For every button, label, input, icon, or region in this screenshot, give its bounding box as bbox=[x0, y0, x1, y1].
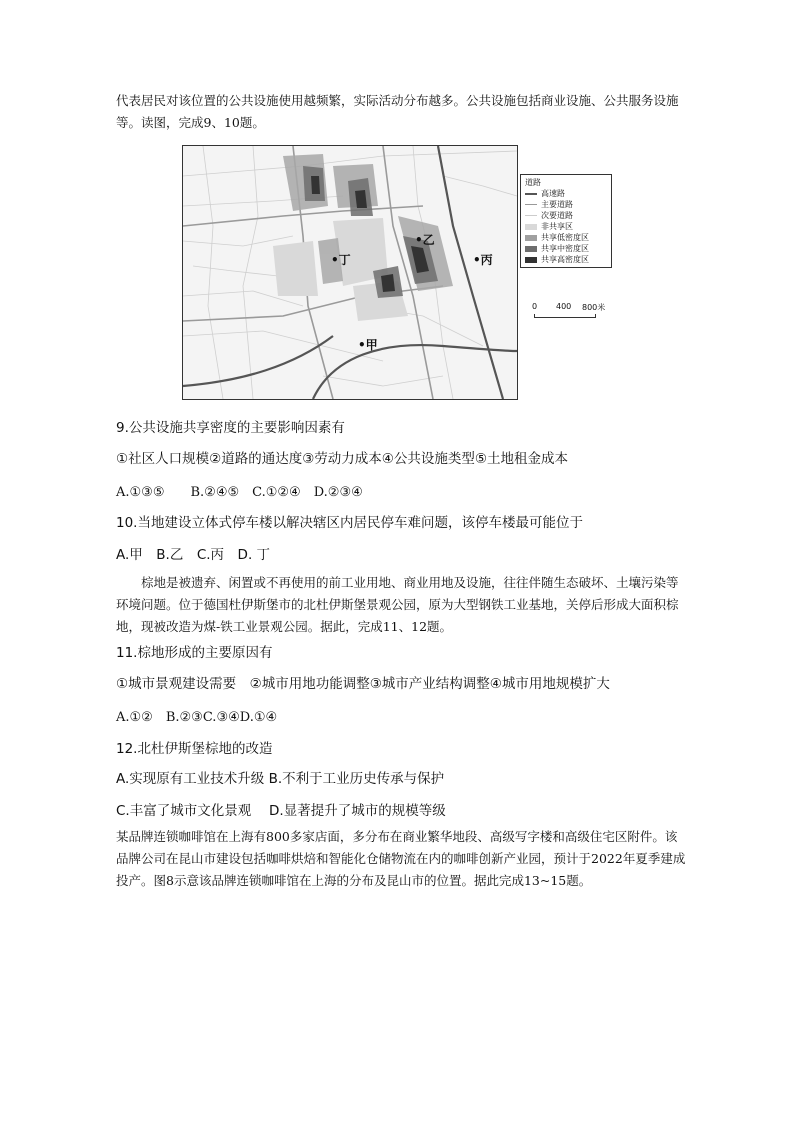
scale-line bbox=[534, 314, 596, 318]
legend-label: 共享高密度区 bbox=[541, 255, 589, 264]
question-9-options: ①社区人口规模②道路的通达度③劳动力成本④公共设施类型⑤土地租金成本 bbox=[116, 451, 569, 467]
scale-tick-800: 800米 bbox=[582, 303, 606, 312]
question-12-choices-cd: C.丰富了城市文化景观 D.显著提升了城市的规模等级 bbox=[116, 803, 446, 819]
legend-item-low bbox=[525, 232, 607, 243]
question-12-choices-ab: A.实现原有工业技术升级 B.不利于工业历史传承与保护 bbox=[116, 771, 445, 787]
brownfield-paragraph: 棕地是被遗弃、闲置或不再使用的前工业用地、商业用地及设施，往往伴随生态破坏、土壤污染等环境问题。位于德国杜伊斯堡市的北杜伊斯堡景观公园，原为大型钢铁工业基地，关停后形成大面积棕地，现被改造为煤-铁工业景观公园。据此，完成11、12题。 bbox=[116, 575, 679, 634]
label-bing: •丙 bbox=[473, 253, 493, 267]
intro-paragraph: 代表居民对该位置的公共设施使用越频繁，实际活动分布越多。公共设施包括商业设施、公共服务设施等。读图，完成9、10题。 bbox=[116, 93, 679, 130]
legend-line-minor bbox=[525, 215, 537, 216]
coffee-paragraph: 某品牌连锁咖啡馆在上海有800多家店面，多分布在商业繁华地段、高级写字楼和高级住宅区附件。该品牌公司在昆山市建设包括咖啡烘焙和智能化仓储物流在内的咖啡创新产业园，预计于2022年夏季建成投产。图8示意该品牌连锁咖啡馆在上海的分布及昆山市的位置。据此完成13~15题。 bbox=[116, 829, 686, 888]
map-legend bbox=[520, 174, 612, 268]
legend-item-non-shared bbox=[525, 221, 607, 232]
label-ding: •丁 bbox=[331, 253, 351, 267]
legend-item-minor-road bbox=[525, 210, 607, 221]
map-graphic bbox=[183, 146, 517, 399]
label-yi: •乙 bbox=[415, 233, 435, 247]
question-9-stem: 9.公共设施共享密度的主要影响因素有 bbox=[116, 420, 345, 436]
legend-line-main bbox=[525, 204, 537, 205]
legend-swatch bbox=[525, 257, 537, 263]
question-10-choices: A.甲 B.乙 C.丙 D. 丁 bbox=[116, 547, 271, 563]
legend-label: 非共享区 bbox=[541, 222, 573, 231]
legend-swatch bbox=[525, 224, 537, 230]
legend-item-highway bbox=[525, 188, 607, 199]
question-12-stem: 12.北杜伊斯堡棕地的改造 bbox=[116, 741, 273, 757]
question-10-stem: 10.当地建设立体式停车楼以解决辖区内居民停车难问题，该停车楼最可能位于 bbox=[116, 515, 583, 531]
legend-label: 共享低密度区 bbox=[541, 233, 589, 242]
legend-line-highway bbox=[525, 193, 537, 195]
legend-item-medium bbox=[525, 243, 607, 254]
scale-tick-0: 0 bbox=[532, 302, 538, 311]
label-jia: •甲 bbox=[358, 338, 378, 352]
legend-item-high bbox=[525, 254, 607, 265]
legend-swatch bbox=[525, 235, 537, 241]
scale-tick-400: 400 bbox=[556, 302, 572, 311]
question-9-choices: A.①③⑤ B.②④⑤ C.①②④ D.②③④ bbox=[116, 485, 363, 500]
legend-label: 主要道路 bbox=[541, 200, 573, 209]
question-11-options: ①城市景观建设需要 ②城市用地功能调整③城市产业结构调整④城市用地规模扩大 bbox=[116, 676, 610, 692]
shared-density-map bbox=[182, 145, 518, 400]
scale-bar bbox=[532, 302, 612, 324]
legend-item-main-road bbox=[525, 199, 607, 210]
legend-label: 次要道路 bbox=[541, 211, 573, 220]
legend-title: 道路 bbox=[525, 178, 541, 187]
question-11-choices: A.①② B.②③C.③④D.①④ bbox=[116, 710, 278, 725]
legend-swatch bbox=[525, 246, 537, 252]
question-11-stem: 11.棕地形成的主要原因有 bbox=[116, 645, 273, 661]
legend-label: 共享中密度区 bbox=[541, 244, 589, 253]
legend-label: 高速路 bbox=[541, 189, 565, 198]
